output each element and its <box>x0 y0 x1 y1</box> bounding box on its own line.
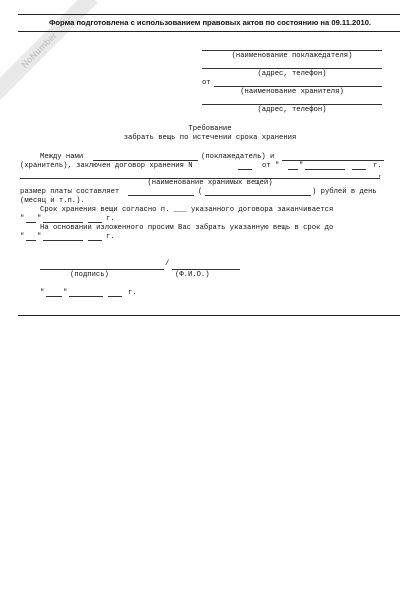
body-close-quote: " <box>299 162 304 170</box>
term-year-field[interactable] <box>88 222 102 223</box>
body-term-q1: " <box>20 215 25 223</box>
sign-date-q1: " <box>40 289 45 297</box>
depositor-line[interactable] <box>202 50 382 51</box>
sign-year-field[interactable] <box>108 296 122 297</box>
depositor-address-line[interactable] <box>202 68 382 69</box>
sign-year-suffix: г. <box>128 289 137 297</box>
body-open-paren: ( <box>198 188 203 196</box>
body-depositor-label: (поклажедатель) и <box>201 153 275 161</box>
body-contract-text: (хранитель), заключен договор хранения N <box>20 162 193 170</box>
body-period-text: (месяц и т.п.). <box>20 197 85 205</box>
keeper-address-line[interactable] <box>202 104 382 105</box>
from-label: от <box>202 79 211 87</box>
doc-title: Требование <box>188 125 232 133</box>
sign-month-field[interactable] <box>69 296 103 297</box>
address-hint-2: (адрес, телефон) <box>257 106 327 114</box>
address-hint-1: (адрес, телефон) <box>257 70 327 78</box>
signature-hint: (подпись) <box>70 271 109 279</box>
depositor-name-field[interactable] <box>93 160 198 161</box>
sign-day-field[interactable] <box>46 296 62 297</box>
signature-slash: / <box>165 260 170 268</box>
sign-date-q2: " <box>63 289 68 297</box>
body-request-text: На основании изложенного просим Вас забрать указанную вещь в срок до <box>40 224 334 232</box>
contract-year-field[interactable] <box>352 169 366 170</box>
keeper-line[interactable] <box>214 86 382 87</box>
footer-rule <box>18 315 400 316</box>
contract-day-field[interactable] <box>288 169 298 170</box>
deadline-year-field[interactable] <box>88 240 102 241</box>
body-deadline-year: г. <box>106 233 115 241</box>
body-deadline-q1: " <box>20 233 25 241</box>
keeper-name-field[interactable] <box>282 160 384 161</box>
body-from-quote: от " <box>262 162 280 170</box>
keeper-hint: (наименование хранителя) <box>240 88 344 96</box>
body-between-us: Между нами <box>40 153 84 161</box>
contract-number-field[interactable] <box>238 169 252 170</box>
term-month-field[interactable] <box>43 222 83 223</box>
body-deadline-q2: " <box>37 233 42 241</box>
items-hint: (наименование хранимых вещей) <box>147 179 273 187</box>
header-bottom-rule <box>18 31 400 32</box>
header-top-rule <box>18 14 400 15</box>
watermark-ribbon: NoNumber <box>0 0 98 109</box>
full-name-field[interactable] <box>172 269 240 270</box>
fee-words-field[interactable] <box>205 195 311 196</box>
body-year-suffix: г. <box>373 162 382 170</box>
body-term-text: Срок хранения вещи согласно п. ___ указанного договора заканчивается <box>40 206 334 214</box>
body-term-year: г. <box>106 215 115 223</box>
term-day-field[interactable] <box>26 222 36 223</box>
doc-subtitle: забрать вещь по истечении срока хранения <box>123 134 297 142</box>
deadline-month-field[interactable] <box>43 240 83 241</box>
body-fee-text: размер платы составляет <box>20 188 120 196</box>
deadline-day-field[interactable] <box>26 240 36 241</box>
body-comma: , <box>378 171 383 179</box>
body-rubles-per-day: ) рублей в день <box>312 188 377 196</box>
contract-month-field[interactable] <box>305 169 345 170</box>
depositor-hint: (наименование поклажедателя) <box>231 52 353 60</box>
header-note: Форма подготовлена с использованием правовых актов по состоянию на 09.11.2010. <box>48 18 372 27</box>
body-term-q2: " <box>37 215 42 223</box>
fee-amount-field[interactable] <box>128 195 194 196</box>
full-name-hint: (Ф.И.О.) <box>175 271 210 279</box>
signature-field[interactable] <box>40 269 164 270</box>
